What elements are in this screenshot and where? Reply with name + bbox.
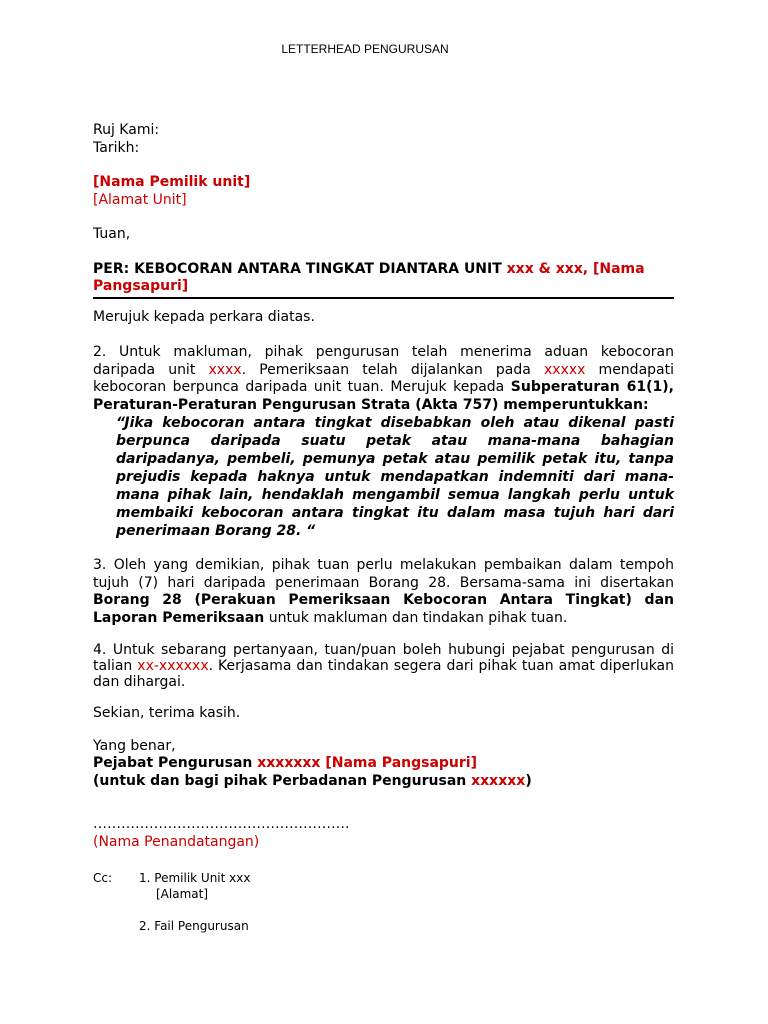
subject-line: PER: KEBOCORAN ANTARA TINGKAT DIANTARA UNIT xxx & xxx, [Nama Pangsapuri] [93,261,674,299]
unit-placeholder: xxxx [208,361,242,378]
signoff-line: Yang benar, [93,737,176,754]
paragraph-3: 3. Oleh yang demikian, pihak tuan perlu melakukan pembaikan dalam tempoh tujuh (7) hari daripada penerimaan Borang 28. Bersama-sama ini disertakan Borang 28 (Perakuan Pemeriksaan Kebocoran Antara Tingkat) dan Laporan Pemeriksaan untuk makluman dan tindakan pihak tuan. [93,557,674,626]
attachment-names: Borang 28 (Perakuan Pemeriksaan Kebocoran Antara Tingkat) dan Laporan Pemeriksaan [93,592,674,626]
reference-line: Ruj Kami: [93,122,160,138]
phone-placeholder: xx-xxxxxx [137,658,209,674]
date-line: Tarikh: [93,139,140,156]
cc-item-2: 2. Fail Pengurusan [139,919,249,933]
cc-item-1: 1. Pemilik Unit xxx [139,871,251,885]
recipient-address: [Alamat Unit] [93,191,187,208]
intro-paragraph: Merujuk kepada perkara diatas. [93,308,315,325]
regulation-reference: Subperaturan 61(1), Peraturan-Peraturan Pengurusan Strata (Akta 757) memperuntukkan: [93,379,674,413]
paragraph-4: 4. Untuk sebarang pertanyaan, tuan/puan boleh hubungi pejabat pengurusan di talian xx-xxxxxx. Kerjasama dan tindakan segera dari pihak tuan amat diperlukan dan dihargai. [93,642,675,690]
subject-highlight: xxx & xxx, [Nama Pangsapuri] [93,260,645,294]
recipient-name: [Nama Pemilik unit] [93,174,251,190]
letter-body [93,122,674,934]
office-name: Pejabat Pengurusan xxxxxxx [Nama Pangsapuri] [93,755,477,771]
signature-line: ………………………………………………. [93,816,350,832]
closing-line: Sekian, terima kasih. [93,705,241,721]
date-placeholder: xxxxx [543,361,586,378]
cc-item-1-address: [Alamat] [156,887,209,901]
regulation-quote: “Jika kebocoran antara tingkat disebabkan oleh atau dikenal pasti berpunca daripada suatu petak atau mana-mana bahagian daripadanya, pembeli, pemunya petak atau pemilik petak itu, tanpa prejudis kepada haknya untuk mendapatkan indemniti dari mana-mana pihak lain, hendaklah mengambil semua langkah perlu untuk membaiki kebocoran antara tingkat itu dalam masa tujuh hari dari penerimaan Borang 28. “ [116,415,674,539]
on-behalf-line: (untuk dan bagi pihak Perbadanan Pengurusan xxxxxx) [93,772,532,789]
paragraph-2: 2. Untuk makluman, pihak pengurusan telah menerima aduan kebocoran daripada unit xxxx. Pemeriksaan telah dijalankan pada xxxxx mendapati kebocoran berpunca daripada unit tuan. Merujuk kepada Subperaturan 61(1), Peraturan-Peraturan Pengurusan Strata (Akta 757) memperuntukkan: [93,344,674,413]
cc-label: Cc: [93,871,113,885]
cc-list [93,870,674,934]
letterhead: LETTERHEAD PENGURUSAN [281,42,449,56]
salutation: Tuan, [93,226,131,242]
signatory-name: (Nama Penandatangan) [93,833,260,850]
